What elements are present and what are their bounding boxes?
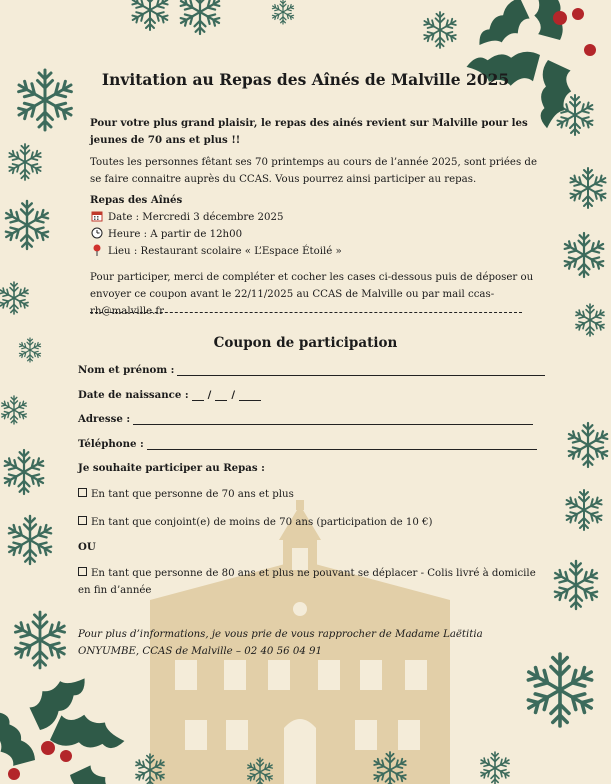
name-label: Nom et prénom : <box>78 364 175 376</box>
name-field[interactable] <box>78 364 545 376</box>
participation-label: Je souhaite participer au Repas : <box>78 462 265 474</box>
paragraph-instructions: Pour participer, merci de compléter et cocher les cases ci-dessous puis de déposer ou envoyer ce coupon avant le 22/11/2025 au CCAS de Malville ou par mail ccas-rh@malville.fr <box>90 272 534 317</box>
phone-input-line[interactable] <box>147 439 537 450</box>
cut-line-divider <box>90 312 522 313</box>
event-time-text: Heure : A partir de 12h00 <box>108 228 243 240</box>
checkbox-80-plus[interactable] <box>78 567 87 576</box>
option-80-plus[interactable] <box>78 565 538 599</box>
dob-separator: / <box>207 389 212 401</box>
coupon-heading: Coupon de participation <box>213 335 398 351</box>
checkbox-spouse[interactable] <box>78 516 87 525</box>
option-70-plus[interactable] <box>78 486 538 503</box>
event-place-text: Lieu : Restaurant scolaire « L’Espace Étoilé » <box>108 245 342 257</box>
name-input-line[interactable] <box>177 365 545 376</box>
pin-icon <box>90 244 104 259</box>
dob-month-line[interactable] <box>215 390 227 401</box>
event-heading: Repas des Aînés <box>90 194 183 206</box>
option-spouse[interactable] <box>78 514 538 531</box>
dob-field[interactable] <box>78 389 261 401</box>
address-label: Adresse : <box>78 413 131 425</box>
phone-label: Téléphone : <box>78 438 144 450</box>
option-spouse-label: En tant que conjoint(e) de moins de 70 ans (participation de 10 €) <box>91 517 433 528</box>
event-time <box>90 227 242 241</box>
dob-separator: / <box>231 389 236 401</box>
option-80-plus-label: En tant que personne de 80 ans et plus ne pouvant se déplacer - Colis livré à domicile en fin d’année <box>78 568 536 596</box>
footer-contact: Pour plus d’informations, je vous prie de vous rapprocher de Madame Laëtitia ONYUMBE, CCAS de Malville – 02 40 56 04 91 <box>78 629 483 657</box>
address-field[interactable] <box>78 413 533 425</box>
dob-label: Date de naissance : <box>78 389 189 401</box>
dob-year-line[interactable] <box>239 390 261 401</box>
clock-icon <box>90 227 104 242</box>
event-place <box>90 244 342 258</box>
paragraph-registration: Toutes les personnes fêtant ses 70 printemps au cours de l’année 2025, sont priées de se faire connaitre auprès du CCAS. Vous pourrez ainsi participer au repas. <box>90 157 537 185</box>
phone-field[interactable] <box>78 438 537 450</box>
address-input-line[interactable] <box>133 414 533 425</box>
event-date <box>90 210 283 224</box>
calendar-icon <box>90 210 104 225</box>
option-70-plus-label: En tant que personne de 70 ans et plus <box>91 489 294 500</box>
page-title: Invitation au Repas des Aînés de Malville 2025 <box>101 70 510 89</box>
dob-day-line[interactable] <box>192 390 204 401</box>
checkbox-70-plus[interactable] <box>78 488 87 497</box>
or-separator: OU <box>78 541 96 553</box>
event-date-text: Date : Mercredi 3 décembre 2025 <box>108 211 284 223</box>
intro-text: Pour votre plus grand plaisir, le repas des ainés revient sur Malville pour les jeunes de 70 ans et plus !! <box>90 117 528 146</box>
